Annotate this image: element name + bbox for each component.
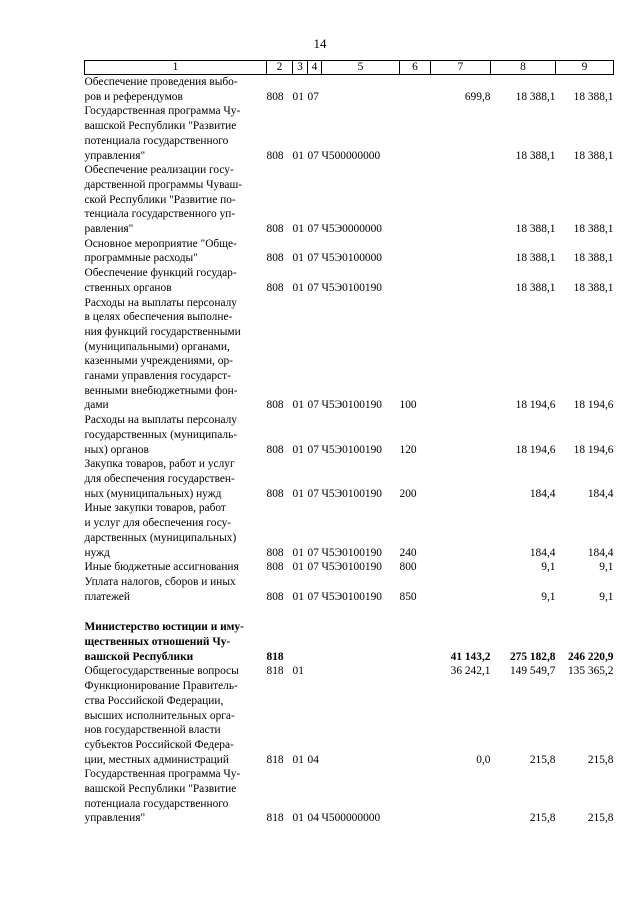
section-code	[293, 620, 308, 664]
row-name-line: и услуг для обеспечения госу-	[84, 517, 232, 530]
section-code: 01	[292, 149, 304, 162]
expense-type-code	[400, 266, 431, 295]
table-row	[85, 413, 614, 457]
table-row	[85, 767, 614, 826]
amount-col-9: 18 388,1	[573, 90, 614, 103]
row-name-line: Общегосударственные вопросы	[84, 665, 239, 678]
section-code: 01	[292, 443, 304, 456]
amount-col-7: 36 242,1	[450, 665, 491, 678]
table-row	[85, 237, 614, 266]
table-row	[85, 163, 614, 237]
amount-col-7: 0,0	[476, 753, 491, 766]
expense-type-code	[400, 237, 431, 266]
section-code: 01	[292, 753, 304, 766]
column-header: 9	[556, 61, 614, 75]
subsection-code: 07	[307, 223, 319, 236]
amount-col-9: 9,1	[599, 561, 614, 574]
table-row	[85, 104, 614, 163]
row-name-line: дарственной программы Чуваш-	[84, 178, 243, 191]
amount-col-7	[431, 237, 491, 266]
row-name-line: Обеспечение реализации госу-	[84, 164, 234, 177]
row-name-line: управления"	[84, 149, 146, 162]
column-header: 4	[308, 61, 322, 75]
table-row	[85, 266, 614, 295]
row-name-line: (муниципальными) органами,	[84, 340, 230, 353]
target-article-code: Ч5Э0100190	[321, 443, 382, 456]
row-name	[85, 620, 267, 664]
row-name-line: платежей	[84, 590, 130, 603]
amount-col-8: 149 549,7	[509, 665, 556, 678]
column-header: 6	[400, 61, 431, 75]
row-name-line: высших исполнительных орга-	[84, 709, 235, 722]
subsection-code: 07	[307, 590, 319, 603]
subsection-code: 07	[307, 149, 319, 162]
amount-col-8: 275 182,8	[509, 650, 556, 663]
amount-col-9: 18 388,1	[573, 149, 614, 162]
table-row	[85, 679, 614, 767]
row-name-line: казенными учреждениями, ор-	[84, 355, 233, 368]
ministry-code: 808	[266, 149, 284, 162]
subsection-code: 07	[307, 90, 319, 103]
table-row	[85, 575, 614, 604]
table-row	[85, 560, 614, 575]
amount-col-8: 18 194,6	[515, 443, 556, 456]
target-article-code	[322, 679, 400, 767]
amount-col-9: 215,8	[587, 812, 614, 825]
ministry-code: 818	[266, 753, 284, 766]
amount-col-7	[431, 560, 491, 575]
column-header: 1	[85, 61, 267, 75]
expense-type-code: 800	[399, 561, 417, 574]
amount-col-7: 699,8	[464, 90, 491, 103]
amount-col-9: 9,1	[599, 590, 614, 603]
row-name-line: равления"	[84, 223, 134, 236]
row-name-line: ции, местных администраций	[84, 753, 229, 766]
amount-col-9: 18 388,1	[573, 281, 614, 294]
amount-col-8: 184,4	[529, 546, 556, 559]
amount-col-7	[431, 413, 491, 457]
row-name-line: Государственная программа Чу-	[84, 768, 241, 781]
row-name-line: ганами управления государст-	[84, 370, 231, 383]
subsection-code: 07	[307, 399, 319, 412]
column-number-header	[85, 61, 614, 75]
ministry-code: 808	[266, 281, 284, 294]
amount-col-9: 18 194,6	[573, 443, 614, 456]
amount-col-8: 215,8	[529, 812, 556, 825]
target-article-code: Ч5Э0100190	[321, 546, 382, 559]
ministry-code: 808	[266, 590, 284, 603]
row-name-line: щественных отношений Чу-	[84, 636, 231, 649]
section-code: 01	[292, 487, 304, 500]
row-name-line: программные расходы"	[84, 252, 198, 265]
row-name-line: ных (муниципальных) нужд	[84, 487, 222, 500]
amount-col-7	[431, 501, 491, 560]
amount-col-7	[431, 104, 491, 163]
expense-type-code	[400, 104, 431, 163]
row-name-line: вашской Республики	[84, 650, 194, 663]
section-code: 01	[292, 812, 304, 825]
section-code: 01	[292, 223, 304, 236]
amount-col-8: 18 388,1	[515, 281, 556, 294]
amount-col-7	[431, 767, 491, 826]
row-name-line: дами	[84, 399, 109, 412]
amount-col-9: 184,4	[587, 546, 614, 559]
row-name-line: Иные закупки товаров, работ	[84, 502, 226, 515]
row-name-line: Обеспечение функций государ-	[84, 267, 237, 280]
page-number: 14	[313, 36, 327, 51]
subsection-code	[308, 620, 322, 664]
ministry-code: 808	[266, 223, 284, 236]
row-name	[85, 104, 267, 163]
row-name	[85, 767, 267, 826]
row-name-line: дарственных (муниципальных)	[84, 531, 237, 544]
target-article-code: Ч500000000	[321, 812, 381, 825]
subsection-code: 07	[307, 281, 319, 294]
row-name-line: тенциала государственного уп-	[84, 208, 236, 221]
budget-table	[84, 60, 614, 826]
subsection-code: 07	[307, 487, 319, 500]
section-code: 01	[292, 252, 304, 265]
row-name	[85, 664, 267, 679]
row-name-line: вашской Республики "Развитие	[84, 120, 237, 133]
ministry-code: 808	[266, 487, 284, 500]
row-name-line: для обеспечения государствен-	[84, 472, 235, 485]
row-name	[85, 501, 267, 560]
table-row	[85, 501, 614, 560]
amount-col-8: 18 388,1	[515, 149, 556, 162]
subsection-code: 04	[307, 812, 319, 825]
amount-col-8: 9,1	[541, 561, 556, 574]
expense-type-code	[400, 679, 431, 767]
column-header: 2	[267, 61, 293, 75]
target-article-code	[322, 664, 400, 679]
section-code: 01	[292, 90, 304, 103]
amount-col-7	[431, 266, 491, 295]
section-code: 01	[292, 590, 304, 603]
table-body	[85, 75, 614, 827]
expense-type-code	[400, 620, 431, 664]
column-header: 3	[293, 61, 308, 75]
ministry-code: 818	[266, 812, 284, 825]
expense-type-code: 100	[399, 399, 417, 412]
row-name-line: Уплата налогов, сборов и иных	[84, 575, 236, 588]
row-name-line: Иные бюджетные ассигнования	[84, 561, 239, 574]
spacer-row	[85, 604, 614, 620]
subsection-code	[308, 664, 322, 679]
table-row	[85, 75, 614, 105]
row-name-line: потенциала государственного	[84, 134, 229, 147]
section-code: 01	[292, 561, 304, 574]
row-name-line: Министерство юстиции и иму-	[84, 621, 244, 634]
row-name	[85, 296, 267, 414]
ministry-code: 808	[266, 546, 284, 559]
section-code: 01	[292, 399, 304, 412]
ministry-row	[85, 620, 614, 664]
column-header: 7	[431, 61, 491, 75]
ministry-code: 808	[266, 399, 284, 412]
row-name	[85, 237, 267, 266]
ministry-code: 818	[266, 650, 284, 663]
row-name-line: государственных (муниципаль-	[84, 428, 238, 441]
row-name-line: ства Российской Федерации,	[84, 694, 224, 707]
row-name-line: потенциала государственного	[84, 797, 229, 810]
row-name-line: Основное мероприятие "Обще-	[84, 237, 237, 250]
row-name-line: субъектов Российской Федера-	[84, 738, 234, 751]
amount-col-7	[431, 163, 491, 237]
row-name-line: ных) органов	[84, 443, 149, 456]
row-name	[85, 266, 267, 295]
row-name-line: ния функций государственными	[84, 325, 241, 338]
row-name-line: Обеспечение проведения выбо-	[84, 76, 238, 88]
row-name-line: нов государственной власти	[84, 724, 221, 737]
expense-type-code	[400, 163, 431, 237]
target-article-code: Ч500000000	[321, 149, 381, 162]
target-article-code: Ч5Э0100190	[321, 281, 382, 294]
target-article-code: Ч5Э0100190	[321, 399, 382, 412]
amount-col-8: 184,4	[529, 487, 556, 500]
row-name-line: Государственная программа Чу-	[84, 105, 241, 118]
amount-col-9: 184,4	[587, 487, 614, 500]
section-code: 01	[292, 281, 304, 294]
expense-type-code: 120	[399, 443, 417, 456]
target-article-code: Ч5Э0100190	[321, 487, 382, 500]
subsection-code: 07	[307, 443, 319, 456]
column-header: 5	[322, 61, 400, 75]
expense-type-code: 200	[399, 487, 417, 500]
amount-col-7	[431, 457, 491, 501]
ministry-code: 808	[266, 90, 284, 103]
target-article-code: Ч5Э0000000	[321, 223, 382, 236]
column-header: 8	[491, 61, 556, 75]
amount-col-9: 18 194,6	[573, 399, 614, 412]
row-name-line: вашской Республики "Развитие	[84, 783, 237, 796]
section-code: 01	[292, 665, 304, 678]
ministry-code: 808	[266, 252, 284, 265]
target-article-code: Ч5Э0100190	[321, 590, 382, 603]
subsection-code: 07	[307, 546, 319, 559]
row-name	[85, 413, 267, 457]
expense-type-code: 850	[399, 590, 417, 603]
row-name	[85, 75, 267, 105]
expense-type-code: 240	[399, 546, 417, 559]
target-article-code	[322, 620, 400, 664]
amount-col-7	[431, 575, 491, 604]
row-name-line: Расходы на выплаты персоналу	[84, 296, 237, 309]
amount-col-9: 18 388,1	[573, 223, 614, 236]
row-name-line: управления"	[84, 812, 146, 825]
row-name-line: нужд	[84, 546, 110, 559]
subsection-code: 07	[307, 252, 319, 265]
section-code: 01	[292, 546, 304, 559]
target-article-code: Ч5Э0100000	[321, 252, 382, 265]
ministry-code: 808	[266, 561, 284, 574]
amount-col-9: 246 220,9	[567, 650, 614, 663]
ministry-code: 818	[266, 665, 284, 678]
amount-col-8: 18 388,1	[515, 223, 556, 236]
row-name-line: в целях обеспечения выполне-	[84, 311, 233, 324]
row-name-line: Функционирование Правитель-	[84, 680, 238, 693]
table-row	[85, 296, 614, 414]
expense-type-code	[400, 664, 431, 679]
amount-col-9: 215,8	[587, 753, 614, 766]
target-article-code	[322, 75, 400, 105]
amount-col-8: 9,1	[541, 590, 556, 603]
subsection-code: 04	[307, 753, 319, 766]
amount-col-8: 18 388,1	[515, 252, 556, 265]
target-article-code: Ч5Э0100190	[321, 561, 382, 574]
row-name	[85, 679, 267, 767]
ministry-code: 808	[266, 443, 284, 456]
row-name-line: ров и референдумов	[84, 90, 183, 103]
amount-col-7: 41 143,2	[450, 650, 491, 663]
row-name-line: ской Республики "Развитие по-	[84, 193, 236, 206]
amount-col-8: 215,8	[529, 753, 556, 766]
amount-col-8: 18 194,6	[515, 399, 556, 412]
row-name	[85, 163, 267, 237]
amount-col-7	[431, 296, 491, 414]
row-name-line: ственных органов	[84, 281, 172, 294]
amount-col-9: 18 388,1	[573, 252, 614, 265]
amount-col-8: 18 388,1	[515, 90, 556, 103]
row-name	[85, 457, 267, 501]
row-name	[85, 575, 267, 604]
expense-type-code	[400, 767, 431, 826]
table-row	[85, 664, 614, 679]
row-name-line: Закупка товаров, работ и услуг	[84, 458, 235, 471]
row-name-line: венными внебюджетными фон-	[84, 384, 238, 397]
expense-type-code	[400, 75, 431, 105]
row-name-line: Расходы на выплаты персоналу	[84, 414, 237, 427]
amount-col-9: 135 365,2	[567, 665, 614, 678]
subsection-code: 07	[307, 561, 319, 574]
row-name	[85, 560, 267, 575]
table-row	[85, 457, 614, 501]
